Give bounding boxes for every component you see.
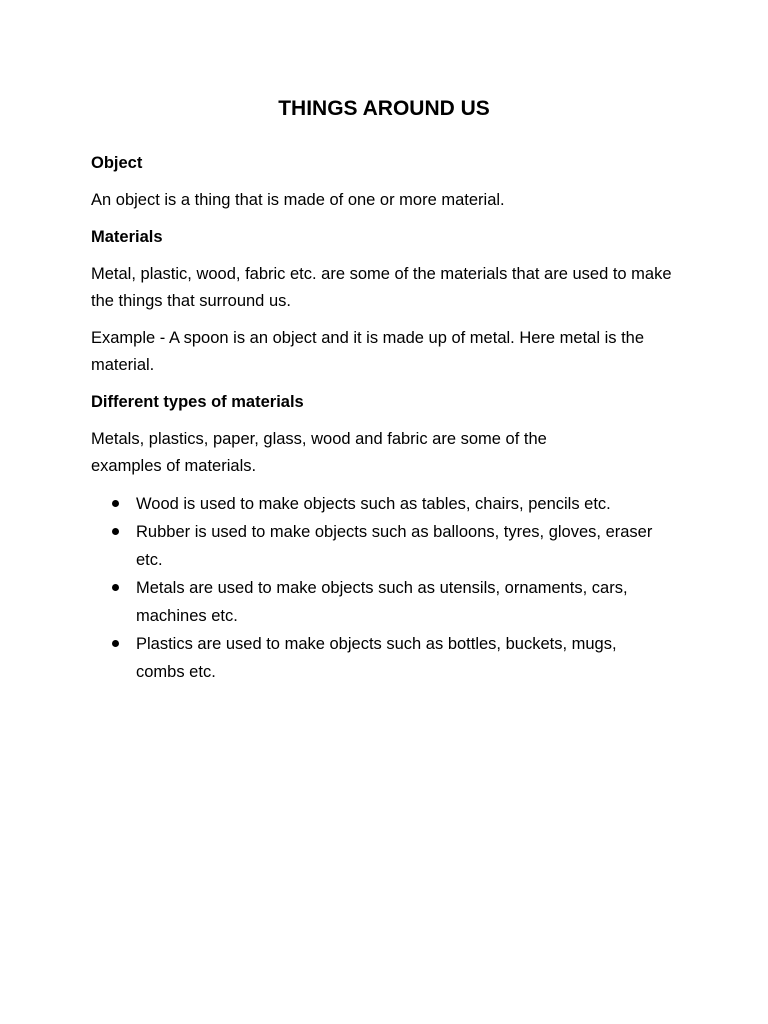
paragraph: Example - A spoon is an object and it is made up of metal. Here metal is the material. (91, 328, 645, 374)
bullet-list (91, 490, 666, 686)
section-different-types (91, 389, 691, 686)
list-item (91, 518, 666, 574)
bullet-icon (112, 584, 119, 591)
section-heading: Different types of materials (91, 392, 304, 411)
list-item (91, 490, 666, 518)
bullet-icon (112, 528, 119, 535)
list-item (91, 574, 666, 630)
list-item-text: Wood is used to make objects such as tables, chairs, pencils etc. (136, 494, 611, 513)
document-page (91, 92, 691, 686)
paragraph: Metals, plastics, paper, glass, wood and fabric are some of the examples of materials. (91, 429, 547, 475)
list-item (91, 630, 666, 686)
paragraph: Metal, plastic, wood, fabric etc. are some of the materials that are used to make the things that surround us. (91, 264, 672, 310)
bullet-icon (112, 640, 119, 647)
section-materials (91, 224, 691, 380)
section-heading: Materials (91, 227, 163, 246)
bullet-icon (112, 500, 119, 507)
page-title: THINGS AROUND US (278, 97, 490, 120)
section-object (91, 150, 691, 215)
list-item-text: Plastics are used to make objects such as bottles, buckets, mugs, combs etc. (136, 634, 617, 681)
section-heading: Object (91, 154, 143, 172)
list-item-text: Rubber is used to make objects such as balloons, tyres, gloves, eraser etc. (136, 522, 653, 569)
paragraph: An object is a thing that is made of one or more material. (91, 191, 505, 209)
list-item-text: Metals are used to make objects such as utensils, ornaments, cars, machines etc. (136, 578, 628, 625)
